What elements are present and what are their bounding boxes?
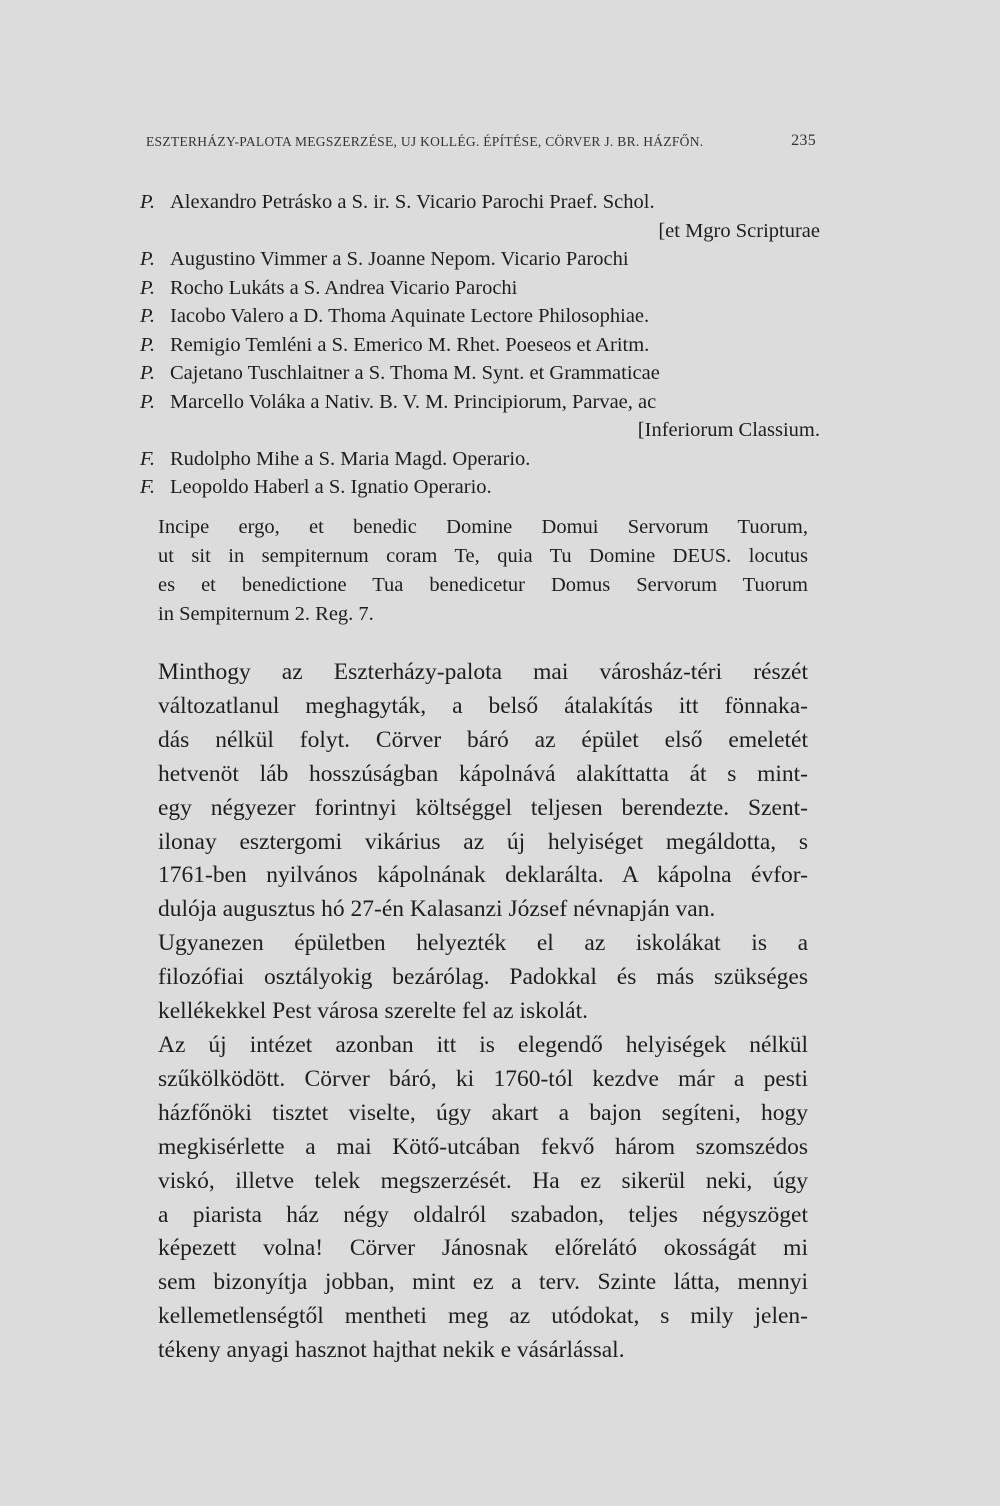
- body-paragraph: [106, 927, 808, 1029]
- staff-title-abbr: P.: [140, 276, 156, 299]
- staff-title-abbr: P.: [140, 333, 156, 356]
- staff-entry-text: Remigio Temléni a S. Emerico M. Rhet. Poeseos et Aritm.: [170, 333, 650, 356]
- text-line: házfőnöki tisztet viselte, úgy akart a bajon segíteni, hogy: [158, 1099, 808, 1126]
- body-text: [106, 656, 808, 1368]
- text-line: ilonay esztergomi vikárius az új helyiséget megáldotta, s: [158, 828, 808, 855]
- text-line: filozófiai osztályokig bezárólag. Padokkal és más szükséges: [158, 964, 808, 991]
- staff-entry-continuation: [140, 217, 820, 246]
- text-line: képezett volna! Cörver Jánosnak előrelátó okosságát mi: [158, 1235, 808, 1262]
- staff-entry: [140, 445, 820, 474]
- staff-entry-text: [et Mgro Scripturae: [658, 219, 820, 242]
- text-line: a piarista ház négy oldalról szabadon, teljes négyszöget: [158, 1201, 808, 1228]
- text-line: szűkölködött. Cörver báró, ki 1760-tól kezdve már a pesti: [158, 1065, 808, 1092]
- staff-entry: [140, 359, 820, 388]
- staff-entry-text: Cajetano Tuschlaitner a S. Thoma M. Synt. et Grammaticae: [170, 362, 660, 384]
- body-paragraph: [106, 1029, 808, 1368]
- latin-paragraph: [106, 513, 808, 629]
- page-number: 235: [791, 132, 816, 149]
- staff-entry-text: Leopoldo Haberl a S. Ignatio Operario.: [170, 476, 492, 498]
- staff-entry: [140, 302, 820, 331]
- staff-title-abbr: P.: [140, 305, 156, 327]
- text-line: egy négyezer forintnyi költséggel teljesen berendezte. Szent-: [158, 794, 808, 821]
- text-line: es et benedictione Tua benedicetur Domus Servorum Tuorum: [158, 574, 808, 596]
- text-line: hetvenöt láb hosszúságban kápolnává alakíttatta át s mint-: [158, 760, 808, 787]
- staff-entry-text: Iacobo Valero a D. Thoma Aquinate Lectore Philosophiae.: [170, 305, 650, 327]
- staff-entry: [140, 188, 820, 217]
- text-line: 1761-ben nyilvános kápolnának deklarálta. A kápolna évfor-: [158, 862, 808, 889]
- staff-entry: [140, 274, 820, 303]
- staff-entry: [140, 245, 820, 274]
- text-line: dás nélkül folyt. Cörver báró az épület első emeletét: [158, 726, 808, 753]
- staff-entry-continuation: [140, 416, 820, 445]
- latin-blessing-paragraph: [106, 513, 808, 629]
- text-line: változatlanul meghagyták, a belső átalakítás itt fönnaka-: [158, 692, 808, 719]
- text-line: sem bizonyítja jobban, mint ez a terv. Szinte látta, mennyi: [158, 1269, 808, 1296]
- staff-title-abbr: F.: [140, 476, 156, 498]
- staff-entry-text: Marcello Voláka a Nativ. B. V. M. Principiorum, Parvae, ac: [170, 390, 657, 413]
- running-title: ESZTERHÁZY-PALOTA MEGSZERZÉSE, UJ KOLLÉG. ÉPÍTÉSE, CÖRVER J. BR. HÁZFŐN.: [146, 134, 704, 149]
- staff-title-abbr: F.: [140, 447, 156, 470]
- text-line: Minthogy az Eszterházy-palota mai városház-téri részét: [158, 659, 808, 685]
- staff-entry-text: [Inferiorum Classium.: [637, 419, 820, 441]
- staff-entry: [140, 388, 820, 417]
- staff-entry-text: Alexandro Petrásko a S. ir. S. Vicario Parochi Praef. Schol.: [170, 191, 655, 213]
- text-line: Ugyanezen épületben helyezték el az iskolákat is a: [158, 930, 808, 957]
- text-line: tékeny anyagi hasznot hajthat nekik e vásárlással.: [158, 1337, 625, 1364]
- text-line: dulója augusztus hó 27-én Kalasanzi József névnapján van.: [158, 896, 716, 923]
- text-line: Incipe ergo, et benedic Domine Domui Servorum Tuorum,: [158, 516, 808, 538]
- body-paragraph: [106, 656, 808, 927]
- text-line: kellemetlenségtől mentheti meg az utódokat, s mily jelen-: [158, 1303, 808, 1330]
- staff-entry-text: Rudolpho Mihe a S. Maria Magd. Operario.: [170, 447, 531, 470]
- staff-list: [140, 188, 820, 502]
- staff-entry-text: Rocho Lukáts a S. Andrea Vicario Parochi: [170, 276, 518, 299]
- staff-title-abbr: P.: [140, 362, 156, 384]
- staff-title-abbr: P.: [140, 248, 156, 270]
- text-line: ut sit in sempiternum coram Te, quia Tu Domine DEUS. locutus: [158, 545, 808, 567]
- text-line: Az új intézet azonban itt is elegendő helyiségek nélkül: [158, 1031, 808, 1058]
- text-line: kellékekkel Pest városa szerelte fel az iskolát.: [158, 998, 588, 1025]
- staff-entry: [140, 473, 820, 502]
- text-line: viskó, illetve telek megszerzését. Ha ez sikerül neki, úgy: [158, 1167, 808, 1194]
- text-line: megkisérlette a mai Kötő-utcában fekvő három szomszédos: [158, 1133, 808, 1160]
- staff-title-abbr: P.: [140, 390, 156, 413]
- text-line: in Sempiternum 2. Reg. 7.: [158, 603, 374, 625]
- staff-title-abbr: P.: [140, 191, 156, 213]
- running-header: [146, 134, 816, 150]
- staff-entry-text: Augustino Vimmer a S. Joanne Nepom. Vicario Parochi: [170, 248, 629, 270]
- staff-entry: [140, 331, 820, 360]
